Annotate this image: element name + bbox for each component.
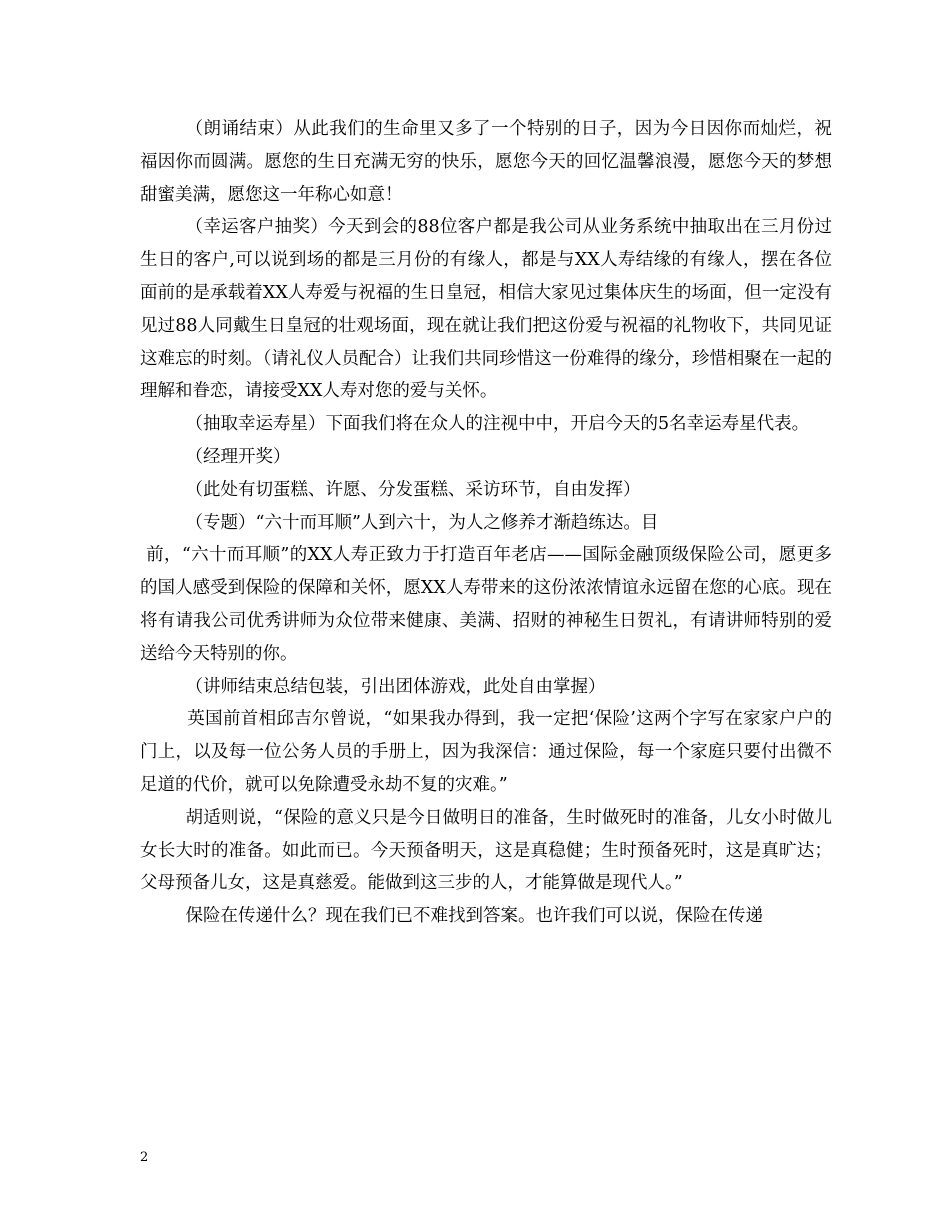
paragraph-manager-draw: （经理开奖） (185, 446, 291, 467)
paragraph-topic-continued: 前，“六十而耳顺”的XX人寿正致力于打造百年老店——国际金融顶级保险公司，愿更多的国人感受到保险的保障和关怀，愿XX人寿带来的这份浓浓情谊永远留在您的心底。现在将有请我公司优秀讲师为众位带来健康、美满、招财的神秘生日贺礼，有请讲师特别的爱送给今天特别的你。 (140, 545, 832, 664)
paragraph-hushi-quote: 胡适则说，“保险的意义只是今日做明日的准备，生时做死时的准备，儿女小时做儿女长大时的准备。如此而已。今天预备明天，这是真稳健；生时预备死时，这是真旷达；父母预备儿女，这是真慈爱。能做到这三步的人，才能算做是现代人。” (140, 807, 832, 894)
paragraph-lecturer-end: （讲师结束总结包装，引出团体游戏，此处自由掌握） (185, 676, 606, 697)
paragraph-lucky-star: （抽取幸运寿星）下面我们将在众人的注视中中，开启今天的5名幸运寿星代表。 (185, 414, 810, 435)
paragraph-recitation-end: （朗诵结束）从此我们的生命里又多了一个特别的日子，因为今日因你而灿烂，祝福因你而圆满。愿您的生日充满无穷的快乐，愿您今天的回忆温馨浪漫，愿您今天的梦想甜蜜美满，愿您这一年称心如意！ (140, 119, 832, 205)
paragraph-special-topic: （专题）“六十而耳顺”人到六十，为人之修养才渐趋练达。目 (185, 512, 659, 533)
body-text (140, 113, 832, 933)
paragraph-churchill-quote: 英国前首相邱吉尔曾说，“如果我办得到，我一定把‘保险’这两个字写在家家户户的门上，以及每一位公务人员的手册上，因为我深信：通过保险，每一个家庭只要付出微不足道的代价，就可以免除遭受永劫不复的灾难。” (140, 709, 832, 795)
paragraph-insurance-conveys: 保险在传递什么？现在我们已不难找到答案。也许我们可以说，保险在传递 (185, 906, 763, 927)
paragraph-cake-session: （此处有切蛋糕、许愿、分发蛋糕、采访环节，自由发挥） (185, 479, 641, 500)
paragraph-lucky-draw: （幸运客户抽奖）今天到会的88位客户都是我公司从业务系统中抽取出在三月份过生日的客户,可以说到场的都是三月份的有缘人，都是与XX人寿结缘的有缘人，摆在各位面前的是承载着XX人寿爱与祝福的生日皇冠，相信大家见过集体庆生的场面，但一定没有见过88人同戴生日皇冠的壮观场面，现在就让我们把这份爱与祝福的礼物收下，共同见证这难忘的时刻。（请礼仪人员配合）让我们共同珍惜这一份难得的缘分，珍惜相聚在一起的理解和眷恋，请接受XX人寿对您的爱与关怀。 (140, 217, 832, 402)
page-number: 2 (140, 1150, 149, 1165)
